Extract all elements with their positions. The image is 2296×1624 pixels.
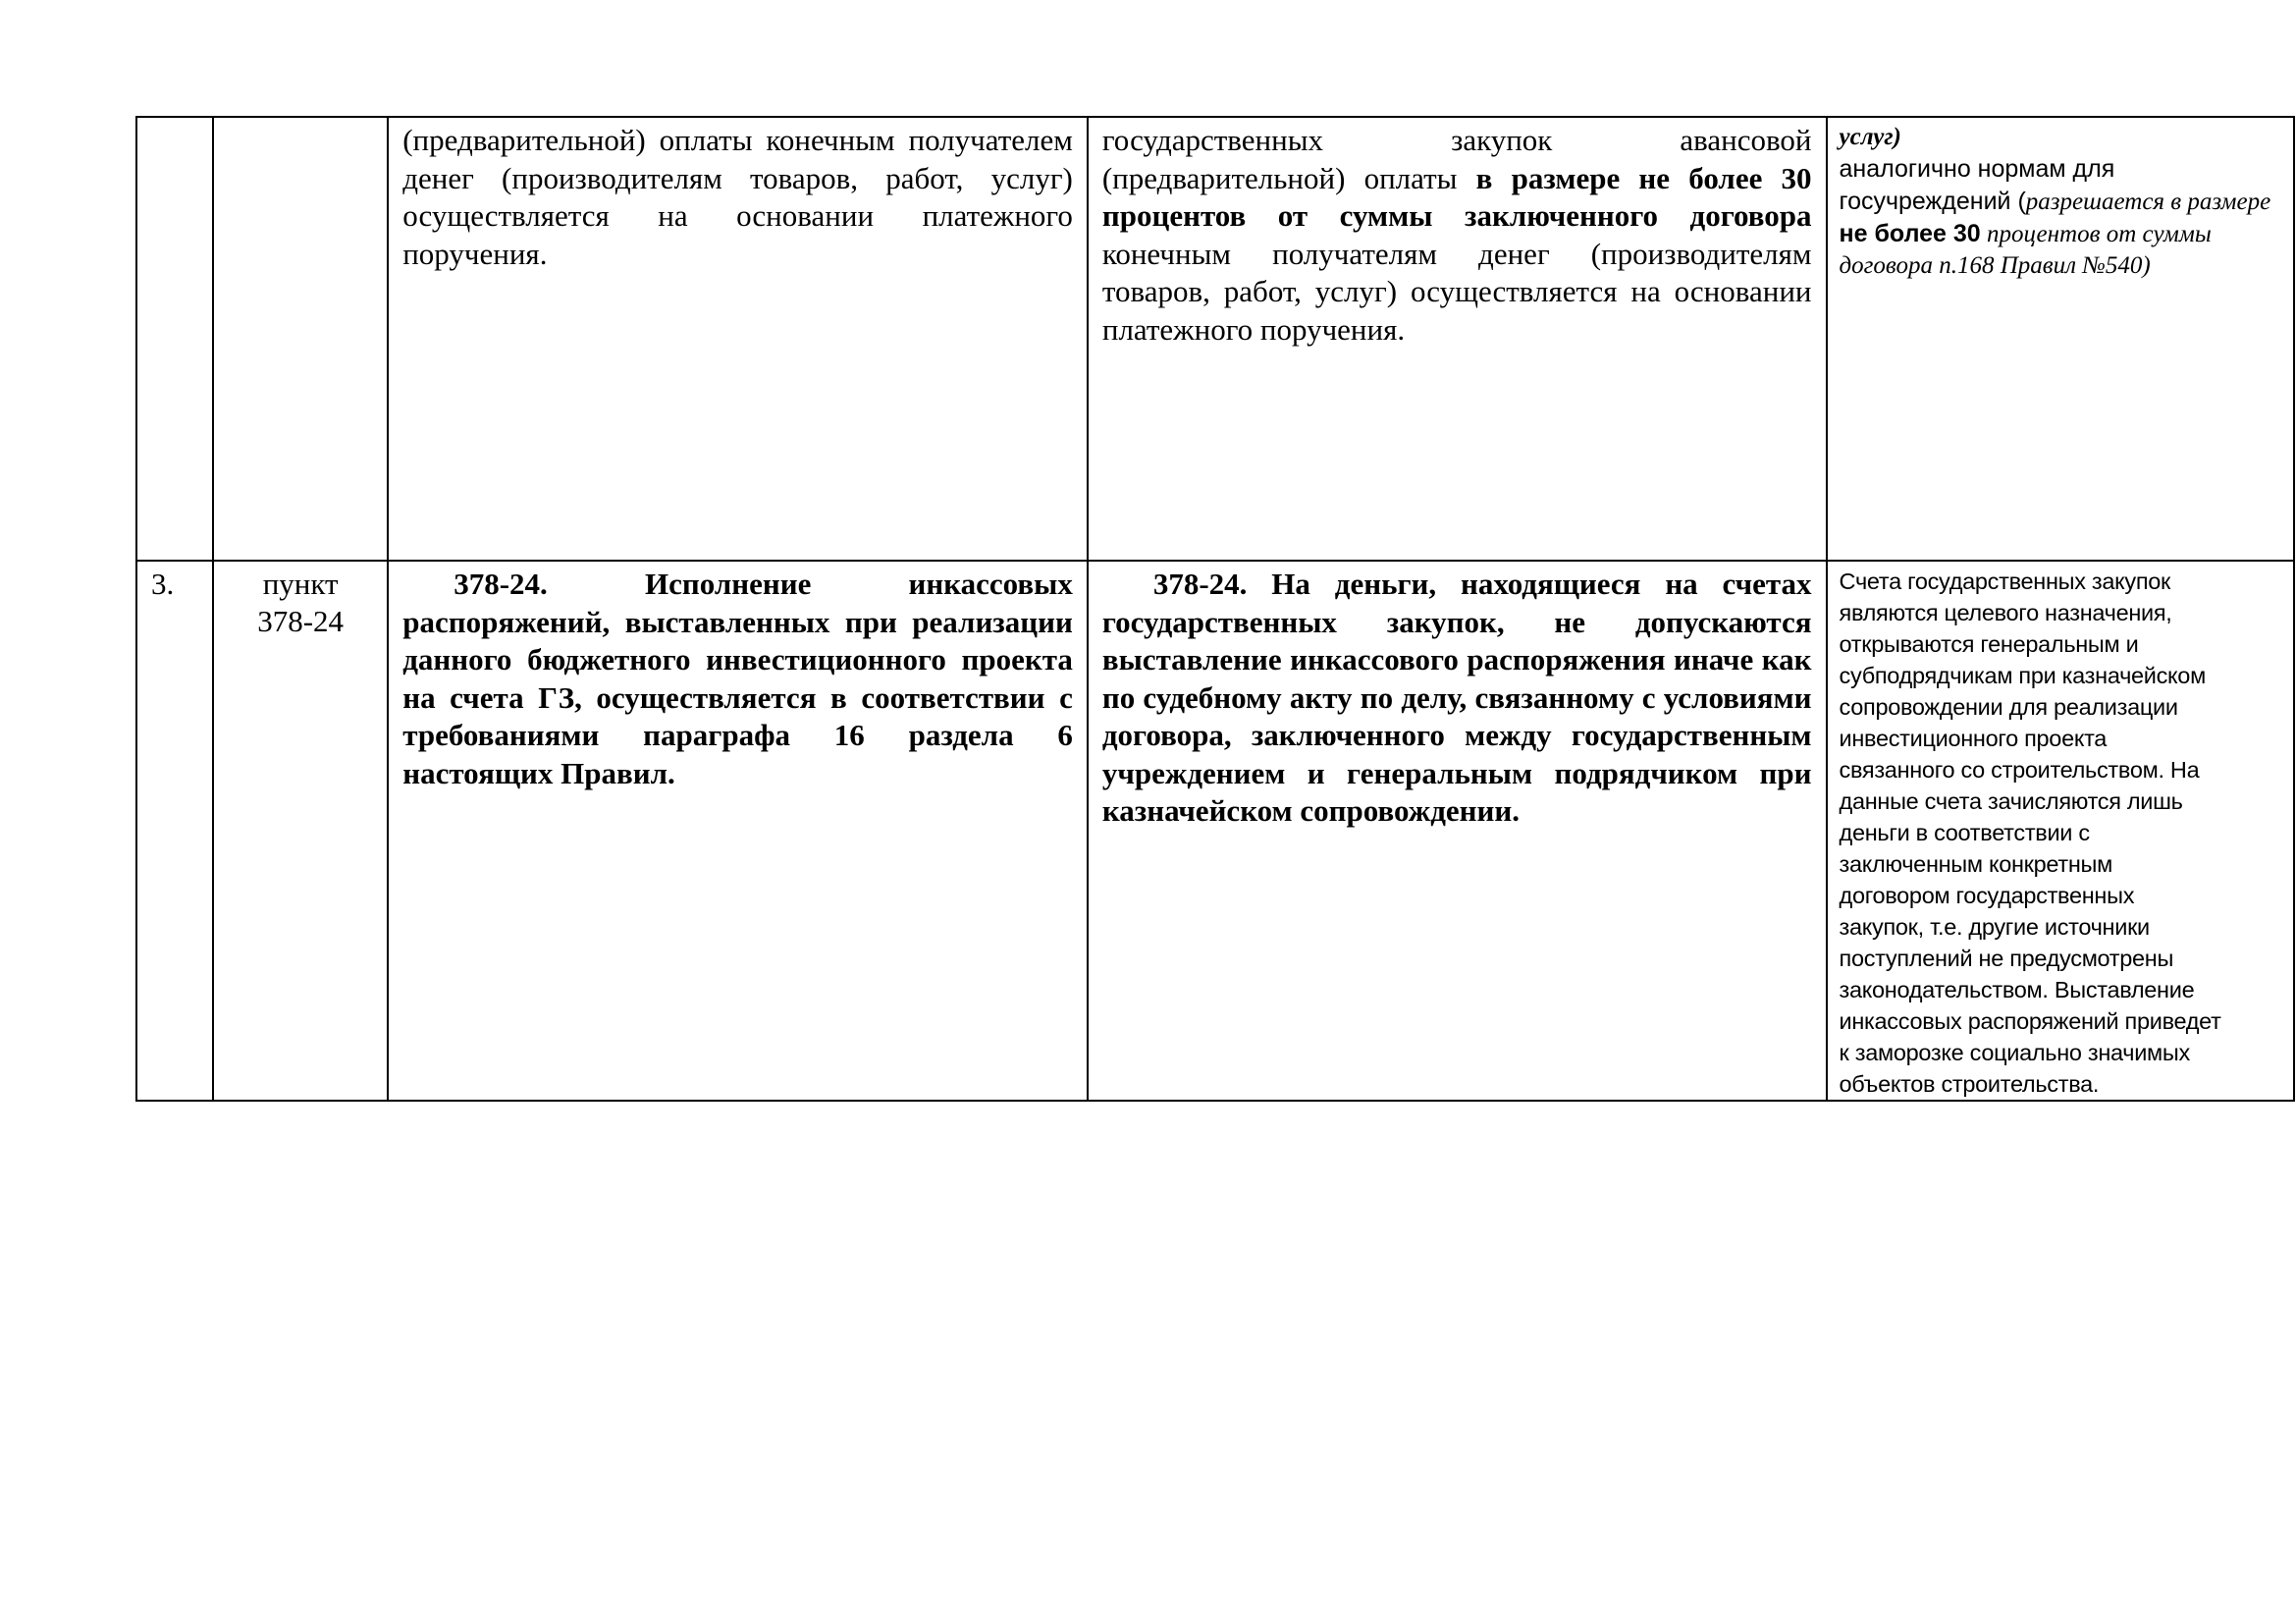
note-text-italic: разрешается в размере <box>2025 189 2271 215</box>
note-line: являются целевого назначения, <box>1839 600 2172 625</box>
note-line: законодательством. Выставление <box>1839 977 2195 1002</box>
note-text <box>1840 153 2283 282</box>
note-line: договором государственных <box>1839 883 2135 908</box>
table-row <box>136 117 2294 561</box>
note-line: объектов строительства. <box>1839 1071 2100 1097</box>
note-text-italic: процентов от суммы договора п.168 Правил №540) <box>1839 221 2212 279</box>
note-line: услуг) <box>1839 124 1901 150</box>
note-line: открываются генеральным и <box>1839 631 2139 657</box>
note-line: деньги в соответствии с <box>1839 820 2090 845</box>
proposed-text-body: На деньги, находящиеся на счетах государственных закупок, не допускаются выставление инкассового распоряжения иначе как по судебному акту по делу, связанному с условиями договора, заключенного между государственным учреждением и генеральным подрядчиком при казначейском сопровождении. <box>1101 567 1812 828</box>
proposed-text-cell <box>1088 561 1827 1101</box>
row-number-cell <box>136 561 213 1101</box>
current-text-cell <box>388 561 1088 1101</box>
clause-cell <box>213 117 388 561</box>
table-row <box>136 561 2294 1101</box>
proposed-text-part: конечным получателям денег (производителям товаров, работ, услуг) осуществляется на основании платежного поручения. <box>1101 236 1812 347</box>
proposed-text-part: государственных закупок авансовой (предварительной) оплаты <box>1101 123 1812 195</box>
proposed-text <box>1102 122 1812 349</box>
note-line: субподрядчикам при казначейском <box>1839 663 2206 688</box>
proposed-text-bold: в размере не более 30 процентов от суммы заключенного договора <box>1101 160 1812 233</box>
note-line: инкассовых распоряжений приведет <box>1839 1008 2221 1034</box>
note-line: заключенным конкретным <box>1839 851 2113 877</box>
clause-cell <box>213 561 388 1101</box>
note-line: Счета государственных закупок <box>1839 568 2171 594</box>
current-text-cell <box>388 117 1088 561</box>
proposed-text-cell <box>1088 117 1827 561</box>
current-text <box>402 566 1073 792</box>
row-number: 3. <box>151 567 175 601</box>
proposed-text-lead: 378-24. <box>1152 567 1248 601</box>
note-text-bold: не более 30 <box>1839 220 1981 247</box>
current-text-lead: 378-24. <box>454 567 548 601</box>
note-line: закупок, т.е. другие источники <box>1839 914 2150 940</box>
note-cell <box>1827 561 2294 1101</box>
note-cell <box>1827 117 2294 561</box>
note-line: данные счета зачисляются лишь <box>1839 788 2183 814</box>
current-text-body: Исполнение инкассовых распоряжений, выставленных при реализации данного бюджетного инвестиционного проекта на счета ГЗ, осуществляется в соответствии с требованиями параграфа 16 раздела 6 настоящих Правил. <box>402 567 1073 790</box>
clause-label: пункт <box>262 567 339 601</box>
proposed-text <box>1102 566 1812 831</box>
row-number <box>137 118 212 122</box>
clause-id: 378-24 <box>257 604 345 638</box>
current-text: (предварительной) оплаты конечным получателем денег (производителям товаров, работ, услуг) осуществляется на основании платежного поручения. <box>402 123 1073 271</box>
note-line: сопровождении для реализации <box>1839 694 2178 720</box>
row-number-cell <box>136 117 213 561</box>
document-table <box>135 116 2295 1102</box>
note-line: к заморозке социально значимых <box>1839 1040 2190 1065</box>
note-text <box>1828 562 2293 1100</box>
note-text-part: аналогично нормам для госучреждений ( <box>1839 155 2115 215</box>
note-line: инвестиционного проекта <box>1839 726 2108 751</box>
note-line: связанного со строительством. На <box>1839 757 2200 783</box>
note-line: поступлений не предусмотрены <box>1839 946 2174 971</box>
